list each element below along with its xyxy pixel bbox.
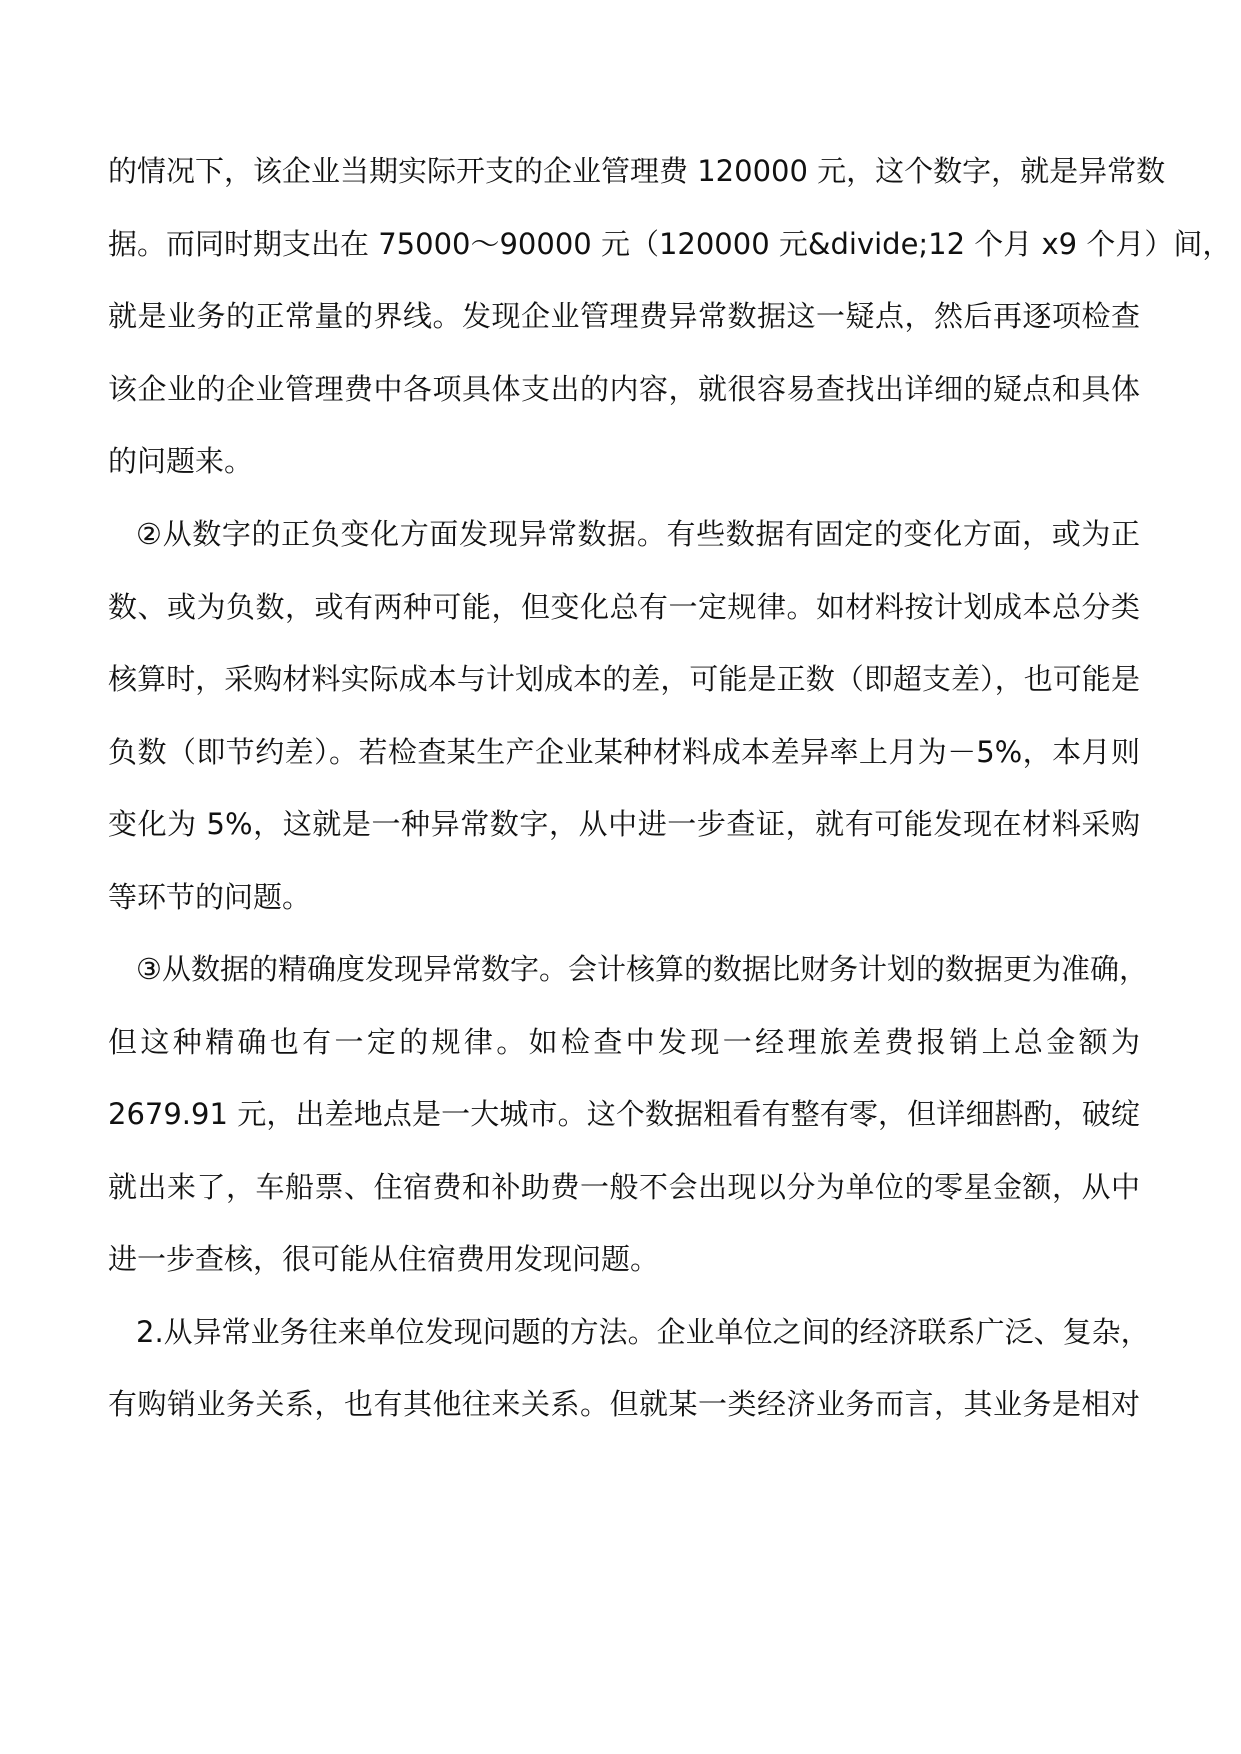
paragraph-first-line: 2.从异常业务往来单位发现问题的方法。企业单位之间的经济联系广泛、复杂， <box>136 1315 1150 1349</box>
text-line: 2679.91 元，出差地点是一大城市。这个数据粗看有整有零，但详细斟酌，破绽 <box>108 1097 1140 1131</box>
text-line: 变化为 5%，这就是一种异常数字，从中进一步查证，就有可能发现在材料采购 <box>108 807 1140 841</box>
text-line: 等环节的问题。 <box>108 880 312 914</box>
text-line: 据。而同时期支出在 75000～90000 元（120000 元&divide;12 个月 x9 个月）间， <box>108 227 1232 261</box>
text-line: 核算时，采购材料实际成本与计划成本的差，可能是正数（即超支差），也可能是 <box>108 662 1140 696</box>
text-line: 就是业务的正常量的界线。发现企业管理费异常数据这一疑点，然后再逐项检查 <box>108 299 1140 333</box>
text-line: 该企业的企业管理费中各项具体支出的内容，就很容易查找出详细的疑点和具体 <box>108 372 1140 406</box>
paragraph-first-line: ②从数字的正负变化方面发现异常数据。有些数据有固定的变化方面，或为正 <box>136 517 1140 551</box>
text-line: 就出来了，车船票、住宿费和补助费一般不会出现以分为单位的零星金额，从中 <box>108 1170 1140 1204</box>
text-line: 负数（即节约差）。若检查某生产企业某种材料成本差异率上月为－5%，本月则 <box>108 735 1140 769</box>
text-line: 有购销业务关系，也有其他往来关系。但就某一类经济业务而言，其业务是相对 <box>108 1387 1140 1421</box>
text-line: 的情况下，该企业当期实际开支的企业管理费 120000 元，这个数字，就是异常数 <box>108 154 1166 188</box>
text-line: 的问题来。 <box>108 444 254 478</box>
text-line: 但这种精确也有一定的规律。如检查中发现一经理旅差费报销上总金额为 <box>108 1025 1140 1059</box>
paragraph-first-line: ③从数据的精确度发现异常数字。会计核算的数据比财务计划的数据更为准确， <box>136 952 1148 986</box>
text-line: 数、或为负数，或有两种可能，但变化总有一定规律。如材料按计划成本总分类 <box>108 590 1140 624</box>
text-line: 进一步查核，很可能从住宿费用发现问题。 <box>108 1242 660 1276</box>
